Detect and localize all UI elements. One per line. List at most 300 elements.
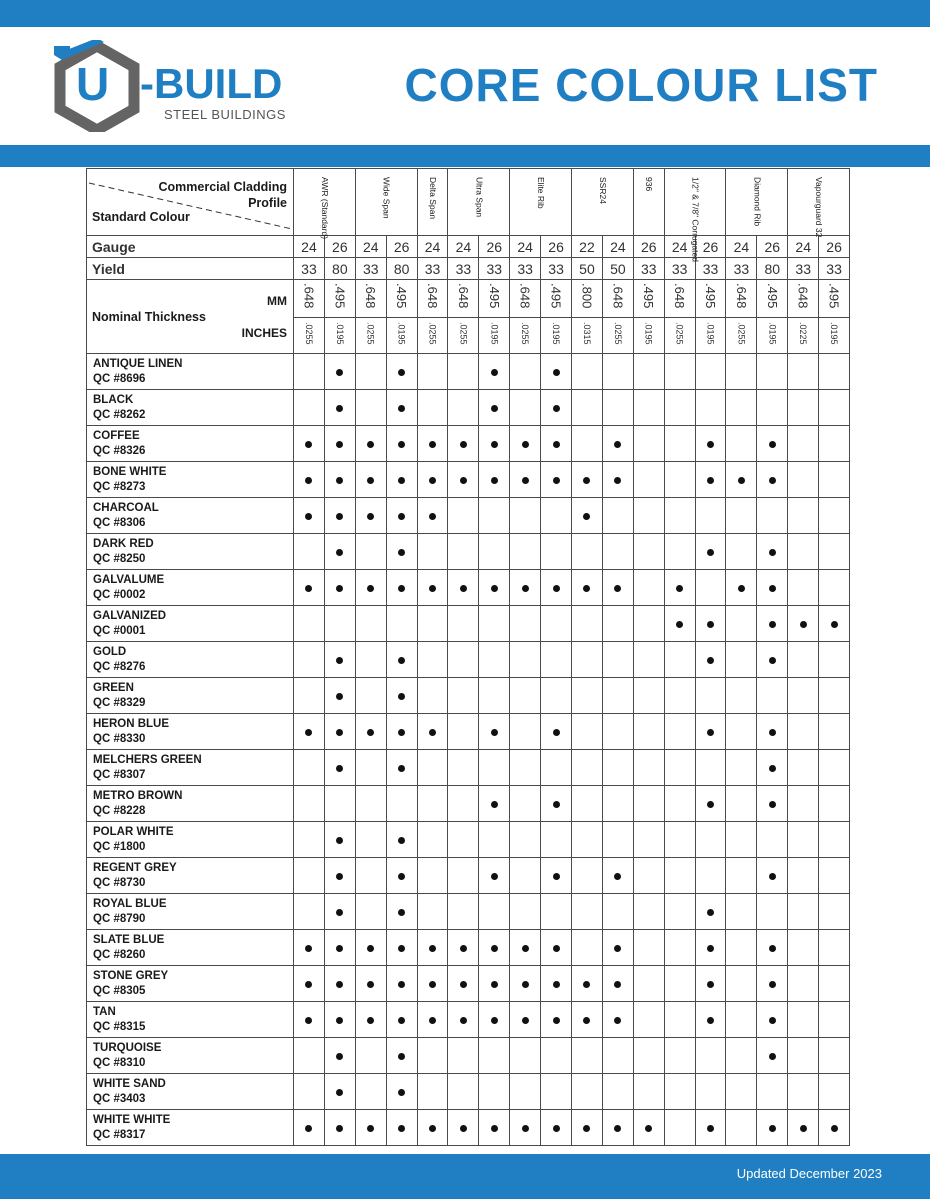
availability-cell (355, 570, 386, 606)
colour-row (87, 1110, 850, 1146)
colour-code: QC #8228 (93, 804, 146, 817)
availability-cell (602, 678, 633, 714)
availability-dot-icon (336, 657, 343, 664)
availability-cell (819, 894, 850, 930)
availability-cell (541, 534, 572, 570)
availability-cell (633, 714, 664, 750)
colour-name: REGENT GREY (93, 861, 177, 874)
availability-cell (448, 1074, 479, 1110)
logo-subtitle: STEEL BUILDINGS (164, 107, 286, 122)
availability-cell (294, 894, 325, 930)
availability-cell (294, 642, 325, 678)
colour-code: QC #0001 (93, 624, 146, 637)
colour-code: QC #8730 (93, 876, 146, 889)
thickness-inches-value (386, 318, 417, 354)
availability-cell (510, 750, 541, 786)
availability-cell (664, 678, 695, 714)
availability-dot-icon (336, 369, 343, 376)
colour-label-cell (87, 930, 294, 966)
thickness-mm-text: .495 (641, 283, 657, 309)
colour-name: COFFEE (93, 429, 140, 442)
availability-cell (386, 714, 417, 750)
availability-cell (417, 390, 448, 426)
updated-date: Updated December 2023 (736, 1166, 882, 1181)
availability-cell (294, 354, 325, 390)
availability-cell (572, 462, 603, 498)
availability-cell (386, 642, 417, 678)
availability-dot-icon (460, 981, 467, 988)
footer-band (0, 1154, 930, 1199)
availability-cell (788, 822, 819, 858)
availability-dot-icon (398, 765, 405, 772)
availability-dot-icon (398, 369, 405, 376)
yield-value: 33 (479, 258, 510, 280)
availability-cell (572, 858, 603, 894)
availability-dot-icon (614, 873, 621, 880)
availability-cell (788, 714, 819, 750)
availability-cell (726, 390, 757, 426)
availability-cell (633, 606, 664, 642)
availability-cell (572, 930, 603, 966)
availability-dot-icon (614, 1017, 621, 1024)
availability-dot-icon (522, 441, 529, 448)
availability-cell (417, 1110, 448, 1146)
availability-cell (541, 930, 572, 966)
availability-cell (417, 1074, 448, 1110)
availability-dot-icon (769, 873, 776, 880)
availability-cell (757, 1038, 788, 1074)
thickness-mm-value (510, 280, 541, 318)
colour-name: POLAR WHITE (93, 825, 174, 838)
availability-cell (572, 354, 603, 390)
availability-cell (757, 822, 788, 858)
availability-cell (726, 930, 757, 966)
colour-label-cell (87, 894, 294, 930)
availability-dot-icon (305, 1125, 312, 1132)
thickness-inches-text: .0225 (798, 322, 809, 345)
availability-cell (510, 426, 541, 462)
availability-dot-icon (305, 513, 312, 520)
colour-code: QC #8696 (93, 372, 146, 385)
availability-dot-icon (398, 585, 405, 592)
availability-dot-icon (614, 1125, 621, 1132)
availability-cell (479, 750, 510, 786)
availability-cell (633, 678, 664, 714)
thickness-inches-value (757, 318, 788, 354)
availability-cell (726, 750, 757, 786)
availability-cell (448, 1038, 479, 1074)
availability-dot-icon (336, 765, 343, 772)
colour-row (87, 822, 850, 858)
availability-cell (541, 1110, 572, 1146)
availability-cell (572, 642, 603, 678)
availability-cell (757, 1002, 788, 1038)
availability-dot-icon (769, 801, 776, 808)
availability-cell (726, 714, 757, 750)
colour-table (86, 168, 850, 1146)
availability-dot-icon (522, 1017, 529, 1024)
availability-dot-icon (367, 729, 374, 736)
gauge-value: 26 (479, 236, 510, 258)
availability-dot-icon (491, 441, 498, 448)
availability-cell (602, 570, 633, 606)
availability-cell (819, 642, 850, 678)
availability-cell (386, 390, 417, 426)
availability-dot-icon (707, 729, 714, 736)
availability-dot-icon (769, 549, 776, 556)
colour-label-cell (87, 498, 294, 534)
availability-dot-icon (491, 1017, 498, 1024)
availability-cell (386, 822, 417, 858)
availability-cell (572, 606, 603, 642)
colour-name: ROYAL BLUE (93, 897, 167, 910)
availability-cell (726, 1110, 757, 1146)
thickness-mm-row (87, 280, 850, 318)
yield-value: 33 (788, 258, 819, 280)
availability-cell (324, 390, 355, 426)
colour-name: TAN (93, 1005, 116, 1018)
colour-row (87, 894, 850, 930)
availability-cell (355, 426, 386, 462)
colour-row (87, 1074, 850, 1110)
availability-cell (695, 426, 726, 462)
thickness-mm-text: .648 (363, 283, 379, 309)
availability-cell (633, 1110, 664, 1146)
availability-cell (695, 714, 726, 750)
availability-cell (294, 714, 325, 750)
availability-cell (355, 786, 386, 822)
availability-cell (417, 642, 448, 678)
thickness-mm-text: .495 (332, 283, 348, 309)
availability-dot-icon (367, 1125, 374, 1132)
availability-cell (726, 462, 757, 498)
availability-cell (355, 894, 386, 930)
availability-cell (386, 1074, 417, 1110)
availability-cell (355, 390, 386, 426)
availability-cell (386, 1110, 417, 1146)
availability-cell (819, 606, 850, 642)
availability-cell (695, 930, 726, 966)
availability-cell (633, 570, 664, 606)
colour-code: QC #8305 (93, 984, 146, 997)
availability-cell (386, 786, 417, 822)
availability-dot-icon (460, 477, 467, 484)
availability-cell (294, 498, 325, 534)
availability-cell (695, 966, 726, 1002)
availability-cell (664, 1110, 695, 1146)
availability-cell (664, 354, 695, 390)
gauge-value: 26 (695, 236, 726, 258)
availability-cell (664, 462, 695, 498)
colour-code: QC #8790 (93, 912, 146, 925)
availability-cell (695, 894, 726, 930)
availability-cell (510, 894, 541, 930)
availability-cell (695, 822, 726, 858)
availability-cell (448, 786, 479, 822)
availability-cell (633, 750, 664, 786)
availability-cell (572, 714, 603, 750)
availability-cell (602, 354, 633, 390)
availability-dot-icon (398, 837, 405, 844)
availability-cell (572, 1074, 603, 1110)
availability-cell (819, 354, 850, 390)
availability-cell (294, 786, 325, 822)
availability-dot-icon (491, 369, 498, 376)
availability-dot-icon (429, 729, 436, 736)
thickness-inches-value (726, 318, 757, 354)
availability-dot-icon (553, 801, 560, 808)
thickness-mm-text: .495 (764, 283, 780, 309)
availability-cell (757, 966, 788, 1002)
availability-cell (726, 858, 757, 894)
colour-name: STONE GREY (93, 969, 169, 982)
availability-cell (355, 354, 386, 390)
availability-cell (324, 606, 355, 642)
availability-cell (572, 498, 603, 534)
profile-name: 1/2" & 7/8" Corrugated (690, 177, 701, 262)
availability-dot-icon (367, 513, 374, 520)
availability-cell (386, 894, 417, 930)
profile-header-row (87, 169, 850, 236)
availability-dot-icon (831, 1125, 838, 1132)
availability-dot-icon (707, 1017, 714, 1024)
availability-cell (386, 462, 417, 498)
availability-cell (788, 678, 819, 714)
availability-cell (695, 1038, 726, 1074)
availability-cell (417, 786, 448, 822)
availability-cell (417, 714, 448, 750)
thickness-inches-value (324, 318, 355, 354)
profile-header (355, 169, 417, 236)
availability-dot-icon (676, 585, 683, 592)
colour-name: GALVALUME (93, 573, 165, 586)
availability-cell (541, 1074, 572, 1110)
availability-dot-icon (367, 477, 374, 484)
availability-cell (541, 894, 572, 930)
availability-cell (324, 354, 355, 390)
availability-dot-icon (614, 441, 621, 448)
colour-code: QC #8329 (93, 696, 146, 709)
availability-cell (695, 606, 726, 642)
availability-cell (479, 534, 510, 570)
availability-dot-icon (429, 513, 436, 520)
colour-name: SLATE BLUE (93, 933, 165, 946)
profile-name: Wide Span (381, 177, 392, 219)
availability-cell (448, 1002, 479, 1038)
availability-cell (479, 714, 510, 750)
thickness-inches-value (819, 318, 850, 354)
availability-dot-icon (398, 549, 405, 556)
availability-dot-icon (398, 657, 405, 664)
availability-cell (510, 930, 541, 966)
availability-dot-icon (769, 1053, 776, 1060)
availability-cell (572, 678, 603, 714)
availability-cell (355, 858, 386, 894)
availability-cell (788, 534, 819, 570)
thickness-inches-value (572, 318, 603, 354)
availability-dot-icon (676, 621, 683, 628)
availability-cell (788, 462, 819, 498)
colour-code: QC #8273 (93, 480, 146, 493)
mm-unit-label: MM (267, 294, 287, 308)
availability-cell (788, 498, 819, 534)
availability-cell (541, 462, 572, 498)
availability-cell (479, 1038, 510, 1074)
colour-row (87, 390, 850, 426)
thickness-mm-value (417, 280, 448, 318)
availability-cell (510, 1038, 541, 1074)
availability-cell (602, 894, 633, 930)
profile-header (448, 169, 510, 236)
availability-cell (541, 678, 572, 714)
availability-cell (448, 930, 479, 966)
availability-cell (355, 678, 386, 714)
availability-cell (386, 750, 417, 786)
availability-cell (726, 606, 757, 642)
availability-dot-icon (491, 1125, 498, 1132)
availability-dot-icon (738, 477, 745, 484)
availability-cell (633, 390, 664, 426)
colour-row (87, 462, 850, 498)
availability-cell (448, 966, 479, 1002)
availability-cell (695, 750, 726, 786)
thickness-mm-text: .648 (610, 283, 626, 309)
availability-cell (726, 786, 757, 822)
thickness-mm-value (664, 280, 695, 318)
colour-name: GREEN (93, 681, 134, 694)
availability-cell (386, 930, 417, 966)
availability-dot-icon (398, 909, 405, 916)
availability-cell (633, 1002, 664, 1038)
thickness-mm-value (726, 280, 757, 318)
header-corner-cell (87, 169, 294, 236)
thickness-mm-text: .648 (733, 283, 749, 309)
colour-label-cell (87, 1038, 294, 1074)
gauge-value: 24 (788, 236, 819, 258)
availability-cell (294, 1002, 325, 1038)
colour-code: QC #8306 (93, 516, 146, 529)
availability-cell (355, 822, 386, 858)
availability-cell (633, 822, 664, 858)
availability-cell (479, 966, 510, 1002)
availability-cell (788, 786, 819, 822)
availability-cell (788, 426, 819, 462)
availability-cell (479, 1110, 510, 1146)
yield-value: 50 (572, 258, 603, 280)
colour-name: BONE WHITE (93, 465, 167, 478)
availability-cell (757, 534, 788, 570)
availability-cell (664, 1074, 695, 1110)
availability-cell (417, 966, 448, 1002)
availability-cell (633, 1074, 664, 1110)
availability-cell (294, 534, 325, 570)
gauge-value: 26 (324, 236, 355, 258)
thickness-mm-value (695, 280, 726, 318)
availability-cell (448, 642, 479, 678)
availability-cell (664, 642, 695, 678)
availability-cell (726, 894, 757, 930)
availability-cell (324, 966, 355, 1002)
profile-name: 936 (644, 177, 655, 192)
availability-dot-icon (367, 1017, 374, 1024)
availability-cell (757, 930, 788, 966)
availability-dot-icon (398, 477, 405, 484)
thickness-inches-text: .0195 (396, 322, 407, 345)
availability-cell (633, 534, 664, 570)
availability-dot-icon (398, 981, 405, 988)
profile-header (417, 169, 448, 236)
colour-row (87, 570, 850, 606)
logo-letter-u: U (76, 58, 110, 110)
profile-header (510, 169, 572, 236)
availability-cell (510, 858, 541, 894)
colour-code: QC #8310 (93, 1056, 146, 1069)
availability-cell (417, 1038, 448, 1074)
thickness-inches-text: .0255 (674, 322, 685, 345)
availability-dot-icon (553, 477, 560, 484)
availability-cell (324, 714, 355, 750)
colour-code: QC #3403 (93, 1092, 146, 1105)
availability-cell (417, 354, 448, 390)
availability-cell (294, 426, 325, 462)
colour-label-cell (87, 390, 294, 426)
availability-dot-icon (336, 945, 343, 952)
thickness-inches-value (788, 318, 819, 354)
availability-cell (417, 570, 448, 606)
availability-cell (510, 966, 541, 1002)
thickness-mm-value (757, 280, 788, 318)
gauge-value: 26 (819, 236, 850, 258)
availability-cell (633, 786, 664, 822)
availability-cell (510, 1002, 541, 1038)
availability-cell (417, 930, 448, 966)
availability-cell (510, 534, 541, 570)
colour-code: QC #8276 (93, 660, 146, 673)
thickness-mm-text: .648 (301, 283, 317, 309)
profile-header (294, 169, 356, 240)
availability-cell (819, 390, 850, 426)
availability-dot-icon (769, 477, 776, 484)
availability-cell (726, 1002, 757, 1038)
availability-cell (355, 462, 386, 498)
availability-cell (695, 390, 726, 426)
availability-dot-icon (336, 1089, 343, 1096)
availability-dot-icon (614, 981, 621, 988)
availability-cell (664, 858, 695, 894)
availability-cell (294, 678, 325, 714)
availability-cell (788, 966, 819, 1002)
availability-cell (757, 570, 788, 606)
availability-dot-icon (583, 477, 590, 484)
availability-cell (355, 1110, 386, 1146)
colour-name: BLACK (93, 393, 134, 406)
colour-label-cell (87, 858, 294, 894)
availability-dot-icon (491, 981, 498, 988)
colour-code: QC #8330 (93, 732, 146, 745)
colour-code: QC #1800 (93, 840, 146, 853)
thickness-inches-value (448, 318, 479, 354)
availability-dot-icon (429, 1125, 436, 1132)
colour-row (87, 498, 850, 534)
corner-colour-label: Standard Colour (92, 210, 190, 224)
colour-code: QC #8317 (93, 1128, 146, 1141)
availability-cell (757, 894, 788, 930)
availability-cell (819, 858, 850, 894)
availability-dot-icon (583, 585, 590, 592)
gauge-row (87, 236, 850, 258)
availability-dot-icon (614, 585, 621, 592)
availability-dot-icon (583, 1125, 590, 1132)
